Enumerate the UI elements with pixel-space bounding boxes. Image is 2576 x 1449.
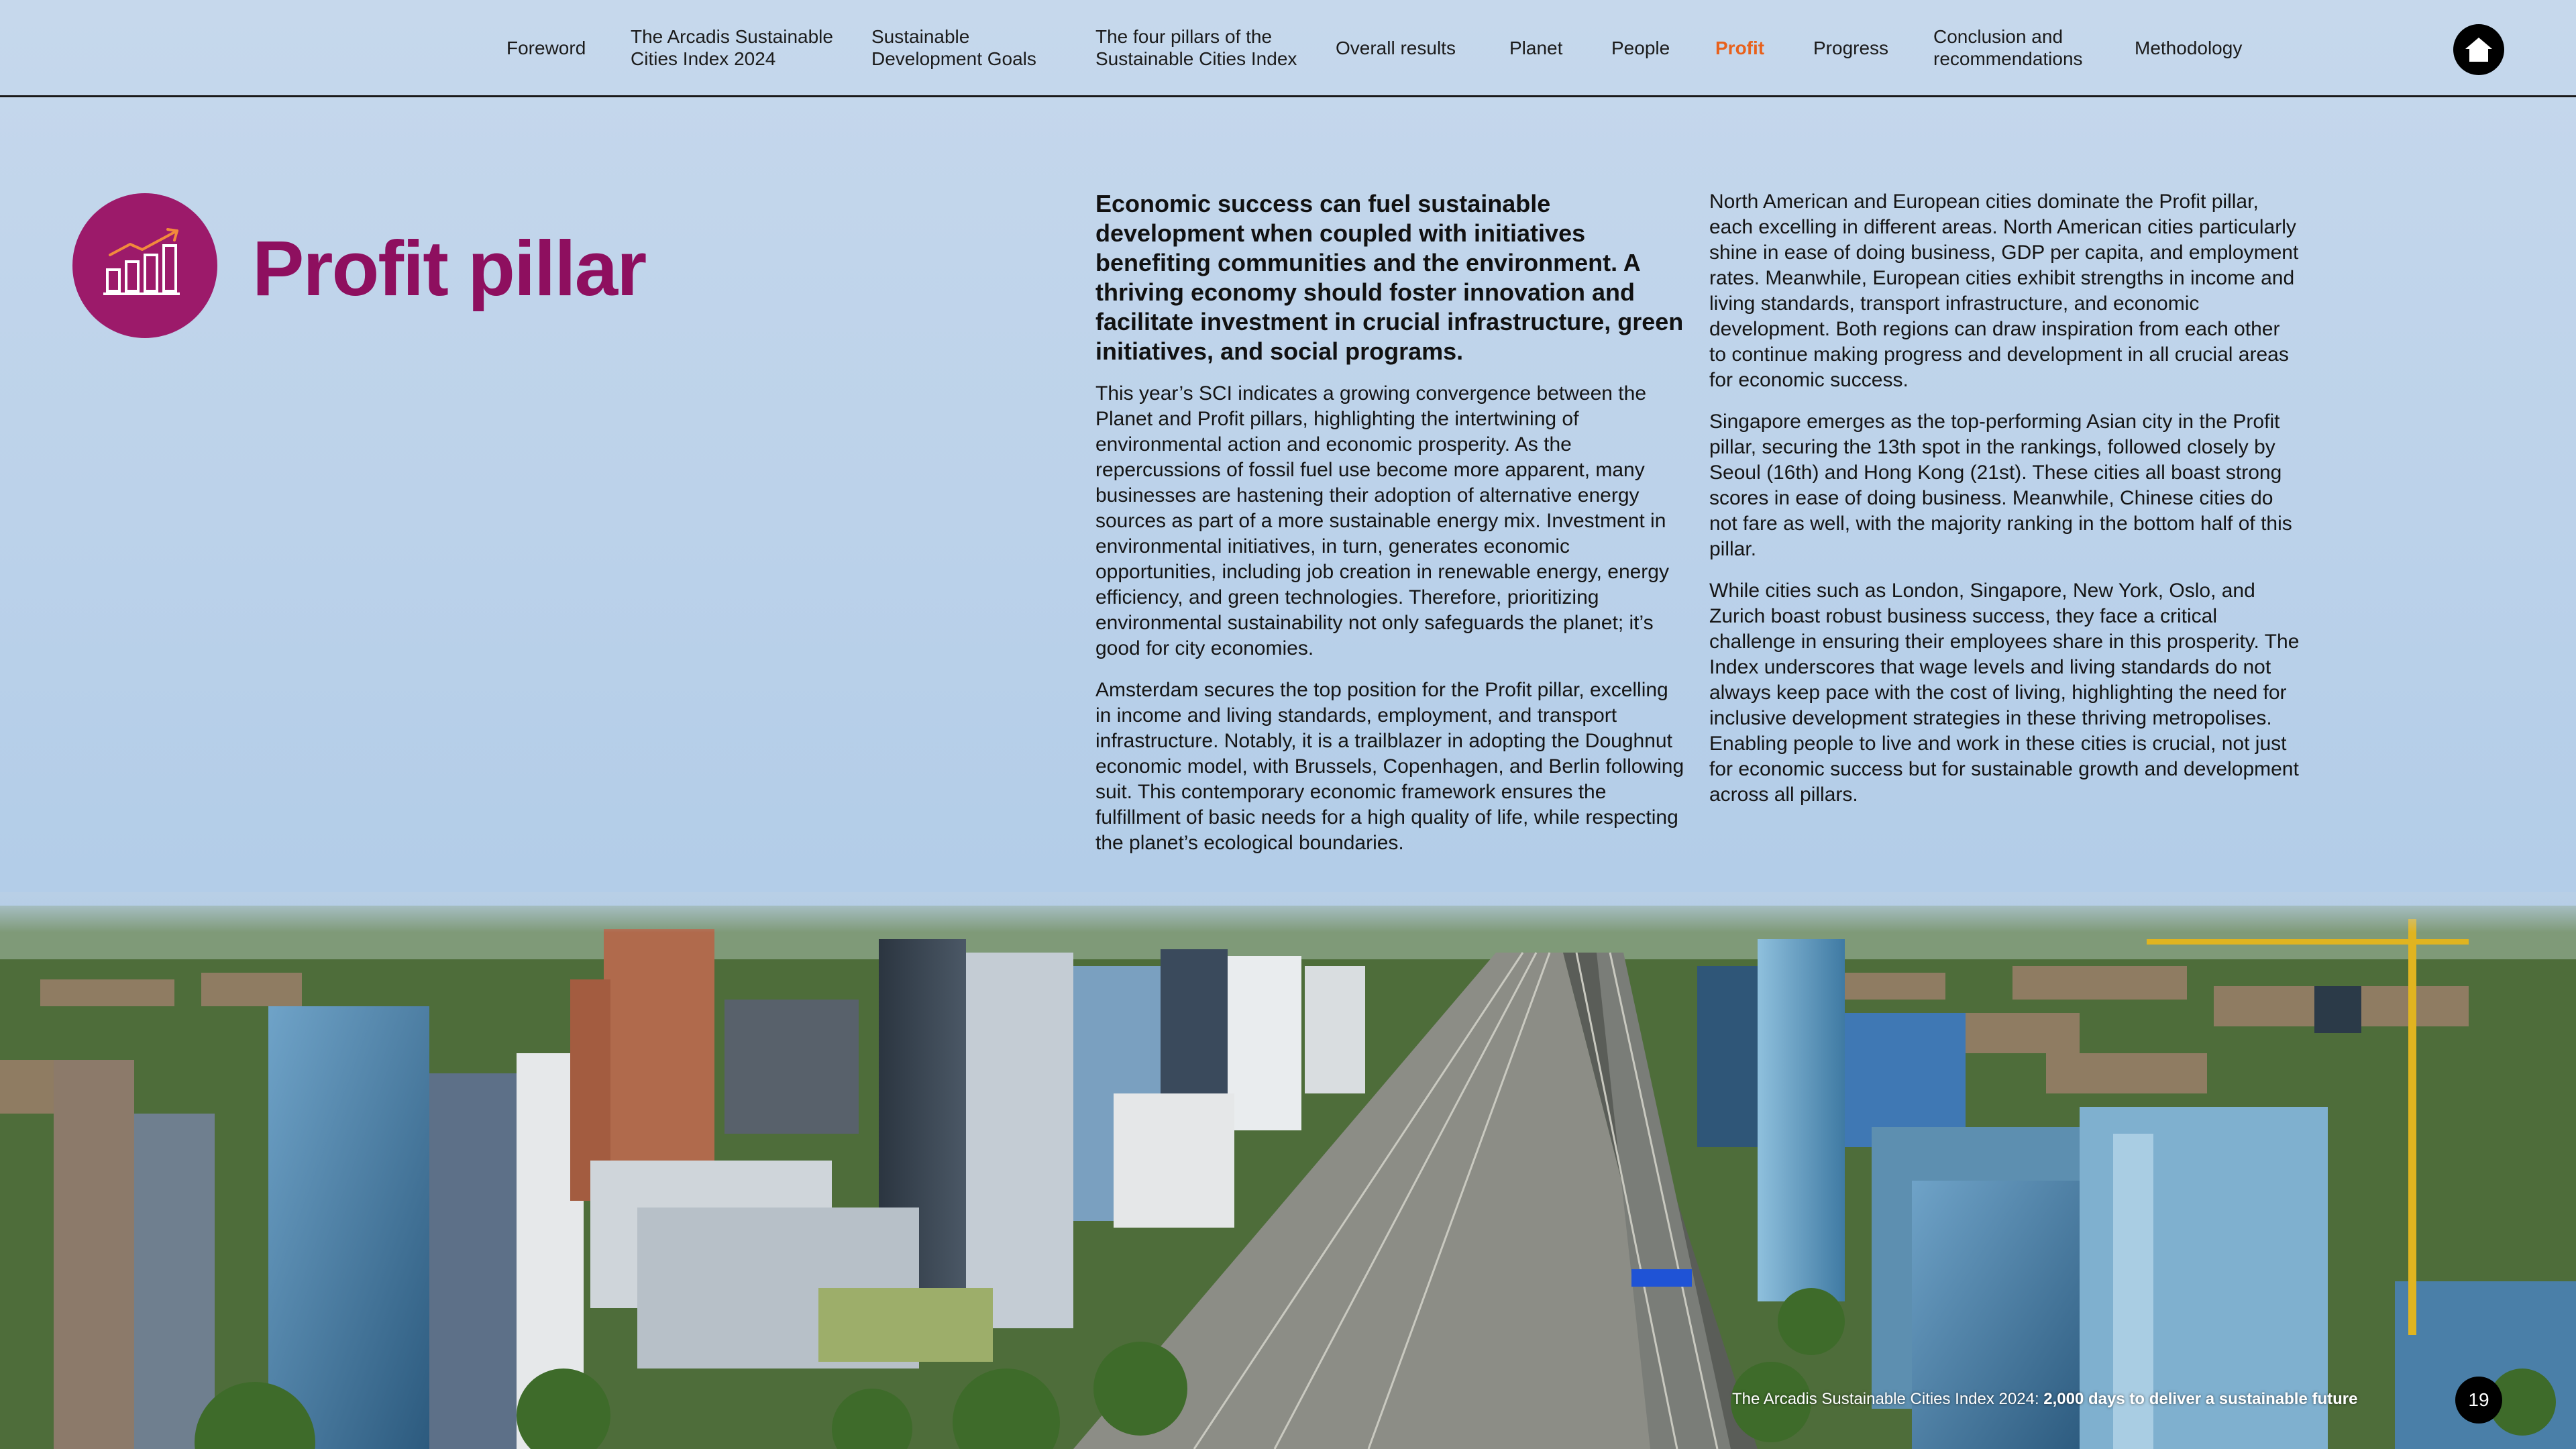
city-aerial-photo (0, 892, 2576, 1449)
body-paragraph: This year’s SCI indicates a growing convergence between the Planet and Profit pillars, highlighting the intertwining of environmental action and economic prosperity. As the repercussions of fossil fuel use become more apparent, many businesses are hastening their adoption of alternative energy sources as part of a more sustainable energy mix. Investment in environmental initiatives, in turn, generates economic opportunities, including job creation in renewable energy, energy efficiency, and green technologies. Therefore, prioritizing environmental sustainability not only safeguards the planet; it’s good for city economies. (1095, 382, 1669, 659)
nav-item-progress[interactable]: Progress (1813, 37, 1889, 58)
body-paragraph: Singapore emerges as the top-performing Asian city in the Profit pillar, securing the 13th spot in the rankings, followed closely by Seoul (16th) and Hong Kong (21st). These cities all boast strong scores in ease of doing business. Meanwhile, Chinese cities do not fare as well, with the majority ranking in the bottom half of this pillar. (1709, 411, 2292, 560)
text-column-left (1095, 189, 1686, 872)
body-paragraph: Amsterdam secures the top position for the Profit pillar, excelling in income and living standards, employment, and transport infrastructure. Notably, it is a trailblazer in adopting the Doughnut economic model, with Brussels, Copenhagen, and Berlin following suit. This contemporary economic framework ensures the fulfillment of basic needs for a high quality of life, while respecting the planet’s ecological boundaries. (1095, 679, 1684, 854)
home-icon (2463, 34, 2495, 66)
nav-item-overall-results[interactable]: Overall results (1336, 37, 1456, 58)
body-paragraph: While cities such as London, Singapore, New York, Oslo, and Zurich boast robust business success, they face a critical challenge in ensuring their employees share in this prosperity. The Index underscores that wage levels and living standards do not always keep pace with the cost of living, highlighting the need for inclusive development strategies in these thriving metropolises. Enabling people to live and work in these cities is crucial, not just for economic success but for sustainable growth and development across all pillars. (1709, 580, 2300, 806)
top-nav (0, 0, 2576, 97)
nav-item-planet[interactable]: Planet (1509, 37, 1563, 58)
nav-item-sdgs[interactable]: Sustainable Development Goals (871, 26, 1036, 69)
nav-item-profit[interactable]: Profit (1715, 37, 1765, 58)
nav-item-people[interactable]: People (1611, 37, 1670, 58)
nav-item-index-2024[interactable]: The Arcadis Sustainable Cities Index 2024 (631, 26, 833, 69)
lede-paragraph: Economic success can fuel sustainable development when coupled with initiatives benefiting communities and the environment. A thriving economy should foster innovation and facilitate investment in crucial infrastructure, green initiatives, and social programs. (1095, 190, 1684, 365)
nav-item-four-pillars[interactable]: The four pillars of the Sustainable Cities Index (1095, 26, 1297, 69)
footer-tagline: 2,000 days to deliver a sustainable future (2043, 1390, 2358, 1408)
page-title: Profit pillar (252, 225, 646, 312)
footer-text (1732, 1390, 2357, 1409)
nav-item-methodology[interactable]: Methodology (2135, 37, 2243, 58)
home-button[interactable] (2453, 24, 2504, 75)
nav-item-foreword[interactable]: Foreword (506, 37, 586, 58)
body-paragraph: North American and European cities dominate the Profit pillar, each excelling in different areas. North American cities particularly shine in ease of doing business, GDP per capita, and employment rates. Meanwhile, European cities exhibit strengths in income and living standards, transport infrastructure, and economic development. Both regions can draw inspiration from each other to continue making progress and development in all crucial areas for economic success. (1709, 191, 2299, 391)
page-number: 19 (2455, 1377, 2502, 1424)
nav-item-conclusion[interactable]: Conclusion and recommendations (1933, 26, 2083, 69)
footer-report-title: The Arcadis Sustainable Cities Index 2024: (1732, 1390, 2039, 1408)
cityscape-illustration (0, 892, 2576, 1449)
bar-chart-growth-icon (72, 193, 217, 338)
text-column-right (1709, 189, 2300, 824)
profit-pillar-icon (72, 193, 217, 338)
